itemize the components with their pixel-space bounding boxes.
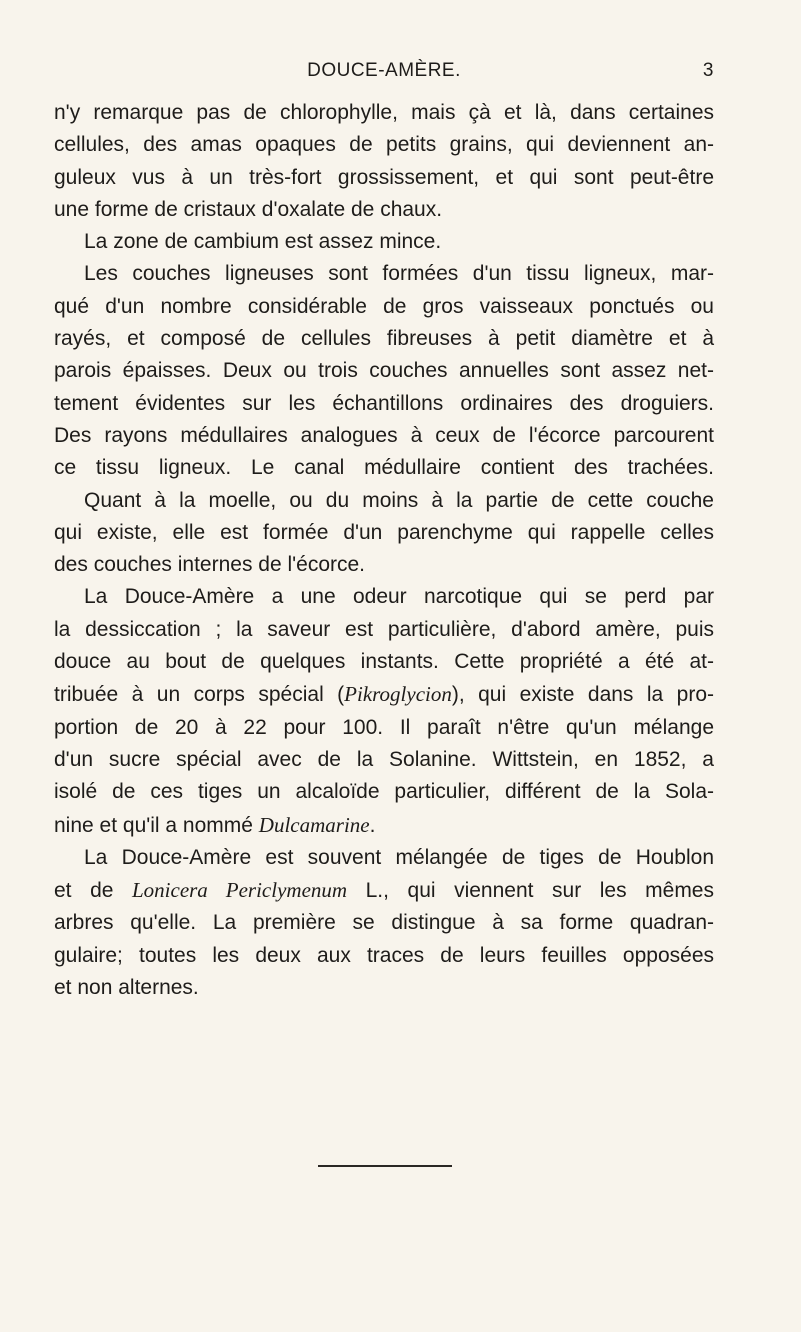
text-line: Les couches ligneuses sont formées d'un tissu ligneux, mar- bbox=[84, 262, 714, 286]
running-head bbox=[54, 60, 714, 88]
text-line: Des rayons médullaires analogues à ceux de l'écorce parcourent bbox=[54, 423, 714, 447]
italic-term: Pikroglycion bbox=[344, 682, 452, 707]
text-run: L., qui viennent sur les mêmes bbox=[347, 879, 714, 903]
text-line: Quant à la moelle, ou du moins à la partie de cette couche bbox=[84, 488, 714, 512]
text-line: une forme de cristaux d'oxalate de chaux. bbox=[54, 197, 443, 221]
text-line: parois épaisses. Deux ou trois couches annuelles sont assez net- bbox=[54, 359, 714, 383]
text-run: et de bbox=[54, 879, 132, 903]
text-line: arbres qu'elle. La première se distingue à sa forme quadran- bbox=[54, 911, 714, 935]
text-line: qui existe, elle est formée d'un parenchyme qui rappelle celles bbox=[54, 520, 714, 544]
text-line: d'un sucre spécial avec de la Solanine. Wittstein, en 1852, a bbox=[54, 747, 714, 771]
text-line: tement évidentes sur les échantillons ordinaires des droguiers. bbox=[54, 391, 714, 415]
text-line: La Douce-Amère a une odeur narcotique qui se perd par bbox=[84, 585, 714, 609]
end-rule bbox=[318, 1165, 452, 1167]
text-line: n'y remarque pas de chlorophylle, mais çà et là, dans certaines bbox=[54, 101, 714, 124]
text-line: portion de 20 à 22 pour 100. Il paraît n'être qu'un mélange bbox=[54, 715, 714, 739]
text-line: gulaire; toutes les deux aux traces de leurs feuilles opposées bbox=[54, 943, 714, 967]
italic-term: Lonicera Periclymenum bbox=[131, 878, 348, 903]
text-run: nine et qu'il a nommé bbox=[54, 813, 259, 837]
text-line bbox=[54, 809, 714, 842]
page-number: 3 bbox=[702, 60, 714, 81]
text-run: . bbox=[369, 813, 376, 837]
text-line: la dessiccation ; la saveur est particulière, d'abord amère, puis bbox=[54, 617, 714, 641]
text-line: isolé de ces tiges un alcaloïde particulier, différent de la Sola- bbox=[54, 780, 714, 804]
text-line bbox=[54, 678, 714, 711]
text-line: et non alternes. bbox=[54, 976, 199, 1000]
text-line bbox=[54, 874, 714, 907]
text-line: La zone de cambium est assez mince. bbox=[84, 230, 442, 254]
running-title: DOUCE-AMÈRE. bbox=[307, 60, 461, 81]
text-run: tribuée à un corps spécial ( bbox=[54, 683, 345, 707]
text-line: cellules, des amas opaques de petits grains, qui deviennent an- bbox=[54, 133, 714, 157]
text-line: guleux vus à un très-fort grossissement, et qui sont peut-être bbox=[54, 165, 714, 189]
text-line: La Douce-Amère est souvent mélangée de tiges de Houblon bbox=[84, 845, 714, 869]
italic-term: Dulcamarine bbox=[258, 812, 370, 837]
body-text bbox=[54, 97, 714, 1004]
text-run: ), qui existe dans la pro- bbox=[451, 683, 714, 707]
text-line: des couches internes de l'écorce. bbox=[54, 553, 366, 577]
text-line: rayés, et composé de cellules fibreuses à petit diamètre et à bbox=[54, 327, 714, 351]
text-line: ce tissu ligneux. Le canal médullaire contient des trachées. bbox=[54, 456, 714, 480]
text-line: qué d'un nombre considérable de gros vaisseaux ponctués ou bbox=[54, 294, 714, 318]
text-line: douce au bout de quelques instants. Cette propriété a été at- bbox=[54, 650, 714, 674]
